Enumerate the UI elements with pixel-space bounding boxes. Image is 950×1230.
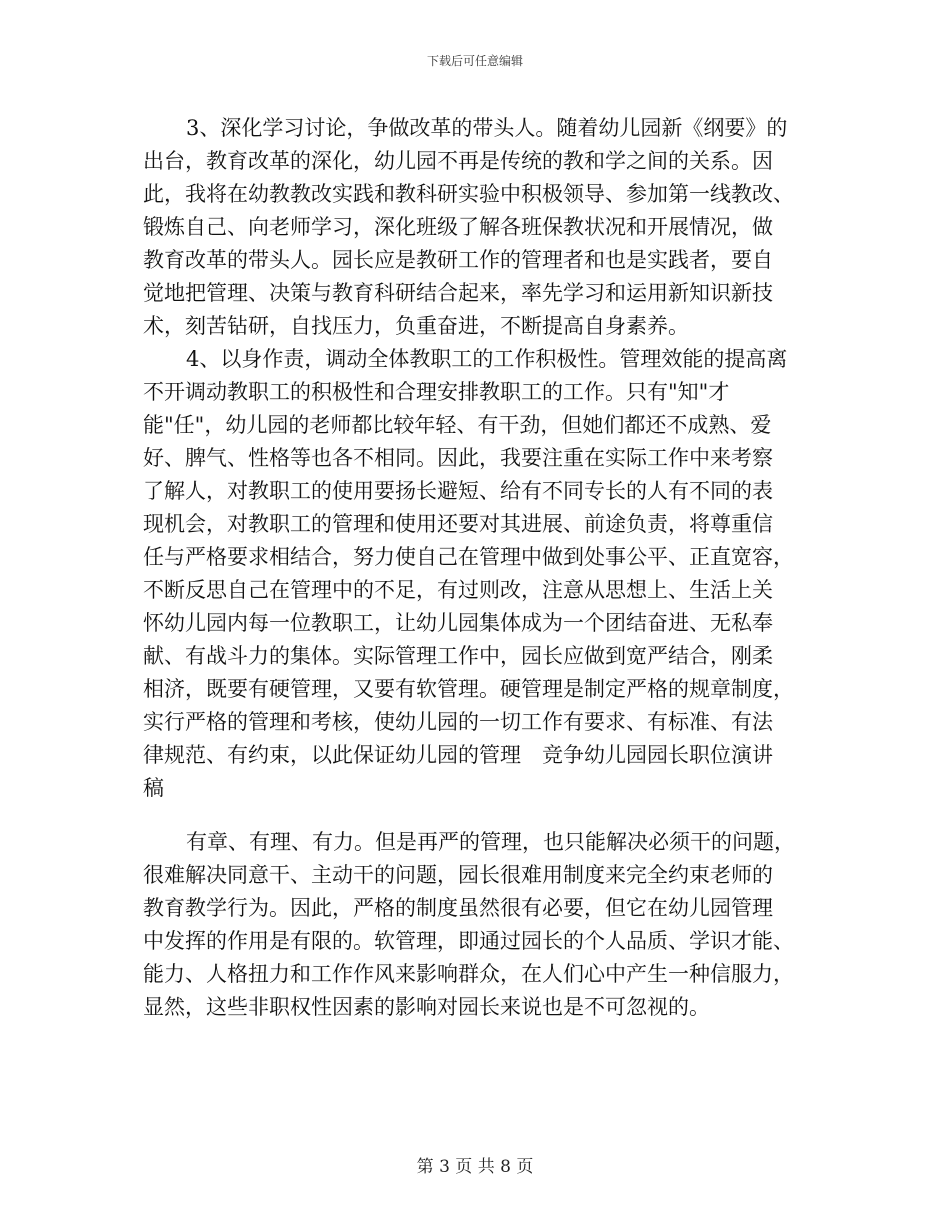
- text-line: 好、脾气、性格等也各不相同。因此，我要注重在实际工作中来考察: [143, 446, 773, 470]
- page-header-note: 下载后可任意编辑: [426, 54, 523, 68]
- text-line: 3、深化学习讨论，争做改革的带头人。随着幼儿园新《纲要》的: [186, 116, 788, 140]
- text-line: 教育教学行为。因此，严格的制度虽然很有必要，但它在幼儿园管理: [143, 896, 773, 920]
- text-line: 不断反思自己在管理中的不足，有过则改，注意从思想上、生活上关: [143, 578, 773, 602]
- text-line: 术，刻苦钻研，自找压力，负重奋进，不断提高自身素养。: [143, 314, 689, 338]
- text-line: 有章、有理、有力。但是再严的管理，也只能解决必须干的问题，: [186, 830, 795, 854]
- text-line: 了解人，对教职工的使用要扬长避短、给有不同专长的人有不同的表: [143, 479, 773, 503]
- text-line: 教育改革的带头人。园长应是教研工作的管理者和也是实践者，要自: [143, 248, 773, 272]
- text-line: 锻炼自己、向老师学习，深化班级了解各班保教状况和开展情况，做: [143, 215, 773, 239]
- text-line: 4、以身作责，调动全体教职工的工作积极性。管理效能的提高离: [186, 347, 788, 371]
- text-line: 中发挥的作用是有限的。软管理，即通过园长的个人品质、学识才能、: [143, 929, 794, 953]
- text-line: 此，我将在幼教教改实践和教科研实验中积极领导、参加第一线教改、: [143, 182, 794, 206]
- text-line: 律规范、有约束，以此保证幼儿园的管理 竞争幼儿园园长职位演讲: [143, 743, 773, 767]
- text-line: 怀幼儿园内每一位教职工，让幼儿园集体成为一个团结奋进、无私奉: [143, 611, 773, 635]
- text-line: 能"任"，幼儿园的老师都比较年轻、有干劲，但她们都还不成熟、爱: [143, 413, 772, 437]
- text-line: 献、有战斗力的集体。实际管理工作中，园长应做到宽严结合，刚柔: [143, 644, 773, 668]
- text-line: 不开调动教职工的积极性和合理安排教职工的工作。只有"知"才: [143, 380, 730, 404]
- text-line: 现机会，对教职工的管理和使用还要对其进展、前途负责，将尊重信: [143, 512, 773, 536]
- text-line: 能力、人格扭力和工作作风来影响群众，在人们心中产生一种信服力，: [143, 962, 794, 986]
- text-line: 实行严格的管理和考核，使幼儿园的一切工作有要求、有标准、有法: [143, 710, 773, 734]
- text-line: 相济，既要有硬管理，又要有软管理。硬管理是制定严格的规章制度，: [143, 677, 794, 701]
- text-line: 很难解决同意干、主动干的问题，园长很难用制度来完全约束老师的: [143, 863, 773, 887]
- text-line: 任与严格要求相结合，努力使自己在管理中做到处事公平、正直宽容，: [143, 545, 794, 569]
- text-line: 觉地把管理、决策与教育科研结合起来，率先学习和运用新知识新技: [143, 281, 773, 305]
- text-line: 出台，教育改革的深化，幼儿园不再是传统的教和学之间的关系。因: [143, 149, 773, 173]
- text-line: 稿: [143, 776, 164, 800]
- page-number: 第 3 页 共 8 页: [416, 1157, 534, 1177]
- text-line: 显然，这些非职权性因素的影响对园长来说也是不可忽视的。: [143, 995, 710, 1019]
